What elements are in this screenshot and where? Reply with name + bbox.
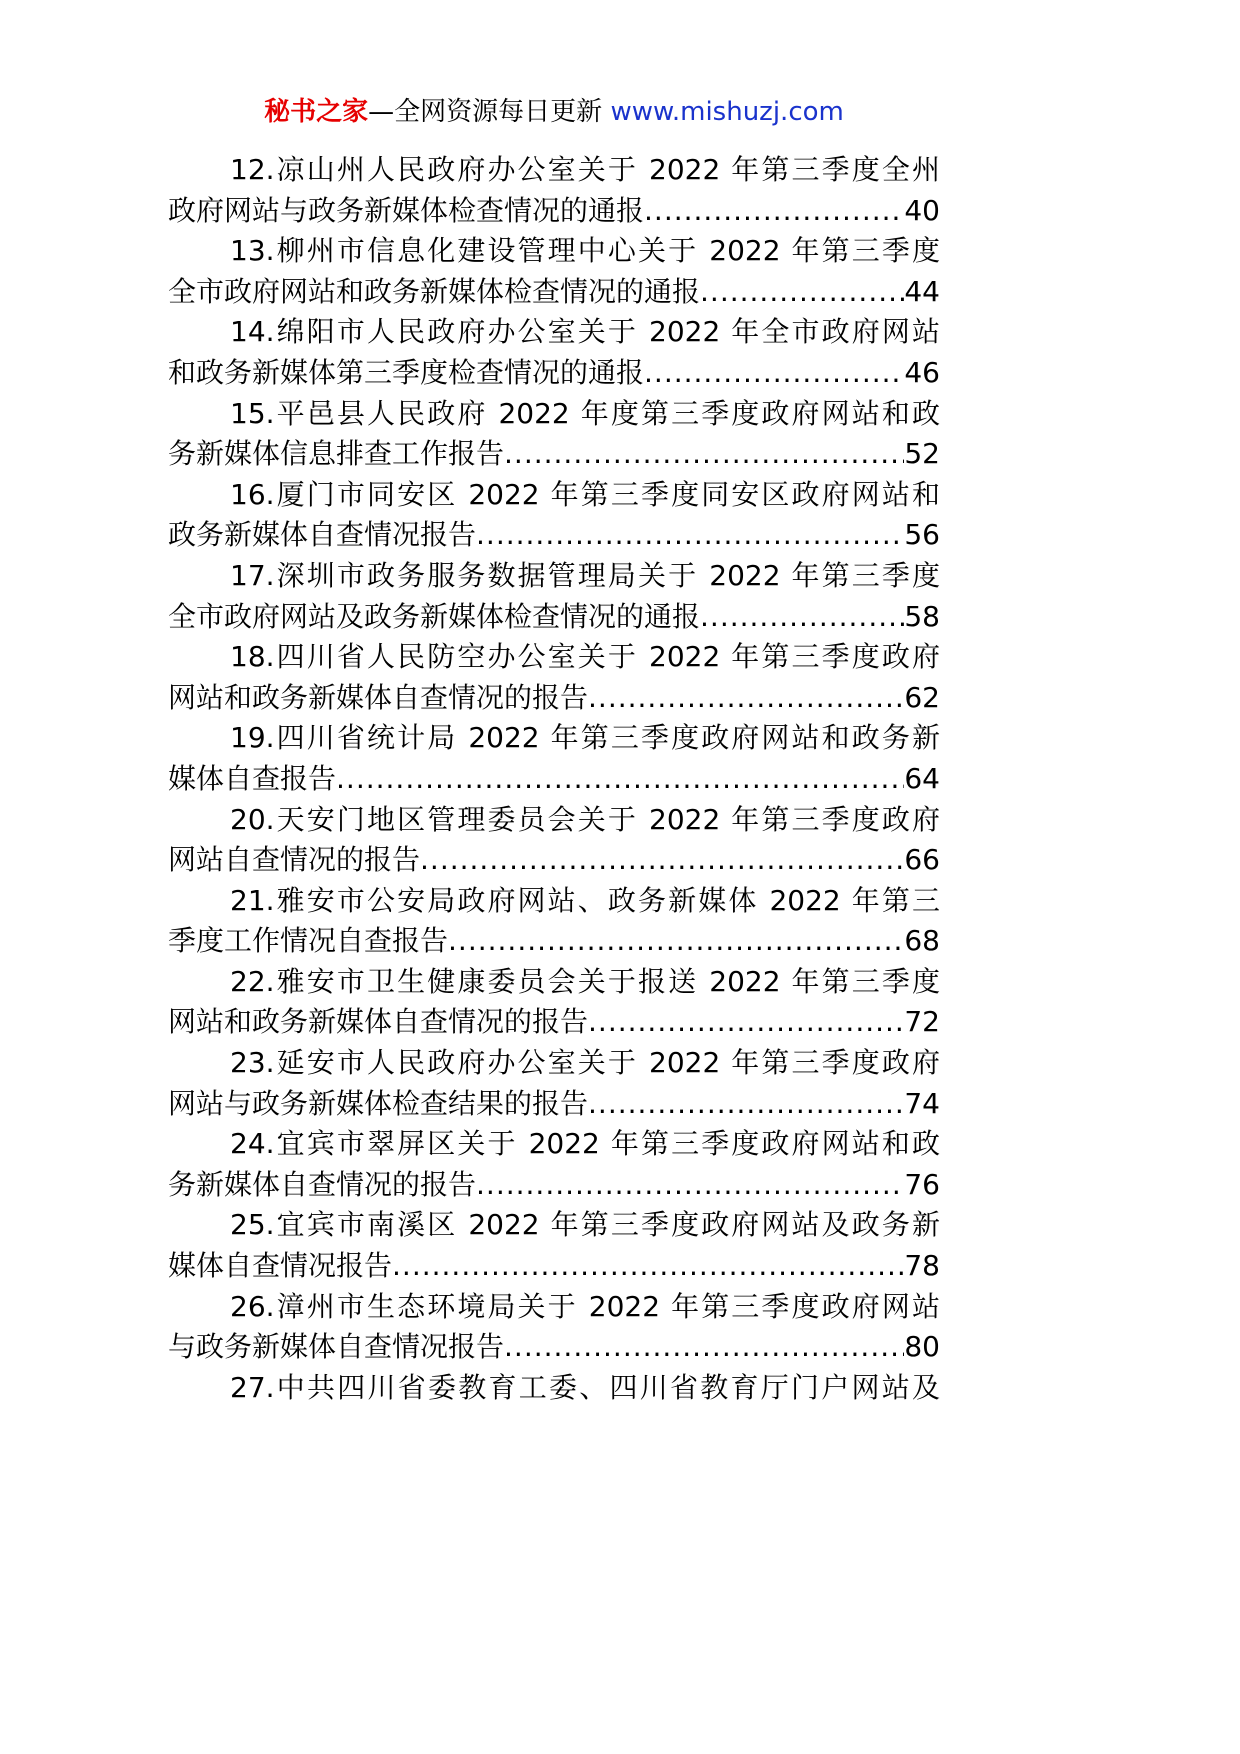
toc-entry-continuation [168, 1246, 940, 1287]
toc-entry-title: 16.厦门市同安区 2022 年第三季度同安区政府网站和 [230, 477, 940, 511]
dot-leader [476, 515, 904, 556]
toc-entry[interactable] [168, 556, 940, 637]
dot-leader [588, 678, 904, 719]
page-number: 40 [904, 193, 940, 227]
page-number: 46 [904, 355, 940, 389]
toc-entry[interactable] [168, 1368, 940, 1409]
toc-entry[interactable] [168, 881, 940, 962]
toc-entry-title: 24.宜宾市翠屏区关于 2022 年第三季度政府网站和政 [230, 1127, 940, 1161]
toc-entry[interactable] [168, 150, 940, 231]
toc-entry-title-continued: 网站与政务新媒体检查结果的报告 [168, 1086, 589, 1120]
toc-entry-continuation [168, 1327, 940, 1368]
toc-entry[interactable] [168, 1043, 940, 1124]
toc-entry-continuation [168, 1165, 940, 1206]
toc-entry-title: 20.天安门地区管理委员会关于 2022 年第三季度政府 [230, 802, 940, 836]
toc-entry-continuation [168, 1002, 940, 1043]
header-tagline: —全网资源每日更新 [368, 97, 603, 127]
toc-entry-title: 12.凉山州人民政府办公室关于 2022 年第三季度全州 [230, 153, 940, 186]
dot-leader [588, 1002, 904, 1043]
toc-entry-title-continued: 网站自查情况的报告 [168, 843, 421, 877]
toc-entry-title: 18.四川省人民防空办公室关于 2022 年第三季度政府 [230, 640, 940, 674]
page-number: 44 [904, 274, 940, 308]
site-header [0, 92, 1108, 132]
toc-entry-title-continued: 网站和政务新媒体自查情况的报告 [168, 680, 589, 714]
toc-entry[interactable] [168, 962, 940, 1043]
page-number: 56 [904, 518, 940, 552]
page-number: 68 [904, 924, 940, 958]
page-number: 76 [904, 1167, 940, 1201]
dot-leader [476, 1165, 904, 1206]
dot-leader [700, 597, 904, 638]
toc-entry-title: 21.雅安市公安局政府网站、政务新媒体 2022 年第三 [230, 883, 940, 917]
table-of-contents [168, 150, 940, 1408]
toc-entry[interactable] [168, 718, 940, 799]
page-number: 78 [904, 1249, 940, 1283]
dot-leader [644, 353, 904, 394]
dot-leader [588, 1084, 904, 1125]
toc-entry-title-continued: 网站和政务新媒体自查情况的报告 [168, 1005, 589, 1039]
toc-entry-title: 27.中共四川省委教育工委、四川省教育厅门户网站及 [230, 1370, 940, 1404]
toc-entry-continuation [168, 353, 940, 394]
toc-entry[interactable] [168, 637, 940, 718]
toc-entry-title: 15.平邑县人民政府 2022 年度第三季度政府网站和政 [230, 396, 940, 430]
toc-entry-continuation [168, 1084, 940, 1125]
toc-entry-title-continued: 务新媒体信息排查工作报告 [168, 437, 505, 471]
toc-entry[interactable] [168, 1287, 940, 1368]
toc-entry-title: 26.漳州市生态环境局关于 2022 年第三季度政府网站 [230, 1289, 940, 1323]
toc-entry-continuation [168, 191, 940, 232]
dot-leader [700, 272, 904, 313]
toc-entry-title-continued: 政府网站与政务新媒体检查情况的通报 [168, 193, 645, 227]
page-number: 72 [904, 1005, 940, 1039]
toc-entry-title-continued: 季度工作情况自查报告 [168, 924, 449, 958]
toc-entry-title-continued: 和政务新媒体第三季度检查情况的通报 [168, 355, 645, 389]
toc-entry[interactable] [168, 394, 940, 475]
toc-entry[interactable] [168, 1205, 940, 1286]
toc-entry-title-continued: 与政务新媒体自查情况报告 [168, 1330, 505, 1364]
dot-leader [392, 1246, 904, 1287]
toc-entry-title: 13.柳州市信息化建设管理中心关于 2022 年第三季度 [230, 234, 940, 268]
page-number: 62 [904, 680, 940, 714]
page-number: 52 [904, 437, 940, 471]
toc-entry-title-continued: 全市政府网站和政务新媒体检查情况的通报 [168, 274, 701, 308]
dot-leader [504, 1327, 904, 1368]
toc-entry-title: 22.雅安市卫生健康委员会关于报送 2022 年第三季度 [230, 964, 940, 998]
toc-entry[interactable] [168, 475, 940, 556]
toc-entry[interactable] [168, 1124, 940, 1205]
dot-leader [336, 759, 904, 800]
toc-entry-continuation [168, 678, 940, 719]
toc-entry-title: 25.宜宾市南溪区 2022 年第三季度政府网站及政务新 [230, 1208, 940, 1242]
toc-entry-continuation [168, 272, 940, 313]
toc-entry-continuation [168, 759, 940, 800]
toc-entry-continuation [168, 515, 940, 556]
toc-entry[interactable] [168, 231, 940, 312]
toc-entry-title: 17.深圳市政务服务数据管理局关于 2022 年第三季度 [230, 558, 940, 592]
toc-entry-continuation [168, 597, 940, 638]
site-url-link[interactable]: www.mishuzj.com [610, 97, 844, 127]
brand-name: 秘书之家 [264, 97, 369, 127]
toc-entry-title-continued: 政务新媒体自查情况报告 [168, 518, 477, 552]
toc-entry[interactable] [168, 800, 940, 881]
page-number: 66 [904, 843, 940, 877]
page-number: 74 [904, 1086, 940, 1120]
page-number: 58 [904, 599, 940, 633]
toc-entry-continuation [168, 921, 940, 962]
toc-entry-continuation [168, 434, 940, 475]
toc-entry-title: 23.延安市人民政府办公室关于 2022 年第三季度政府 [230, 1046, 940, 1080]
toc-entry-title: 14.绵阳市人民政府办公室关于 2022 年全市政府网站 [230, 315, 940, 349]
dot-leader [644, 191, 904, 232]
toc-entry-continuation [168, 840, 940, 881]
toc-entry-title-continued: 媒体自查情况报告 [168, 1249, 393, 1283]
toc-entry-title: 19.四川省统计局 2022 年第三季度政府网站和政务新 [230, 721, 940, 755]
dot-leader [448, 921, 904, 962]
dot-leader [420, 840, 904, 881]
page-number: 80 [904, 1330, 940, 1364]
dot-leader [504, 434, 904, 475]
page-number: 64 [904, 761, 940, 795]
toc-entry-title-continued: 务新媒体自查情况的报告 [168, 1167, 477, 1201]
toc-entry-title-continued: 媒体自查报告 [168, 761, 337, 795]
toc-entry[interactable] [168, 312, 940, 393]
toc-entry-title-continued: 全市政府网站及政务新媒体检查情况的通报 [168, 599, 701, 633]
